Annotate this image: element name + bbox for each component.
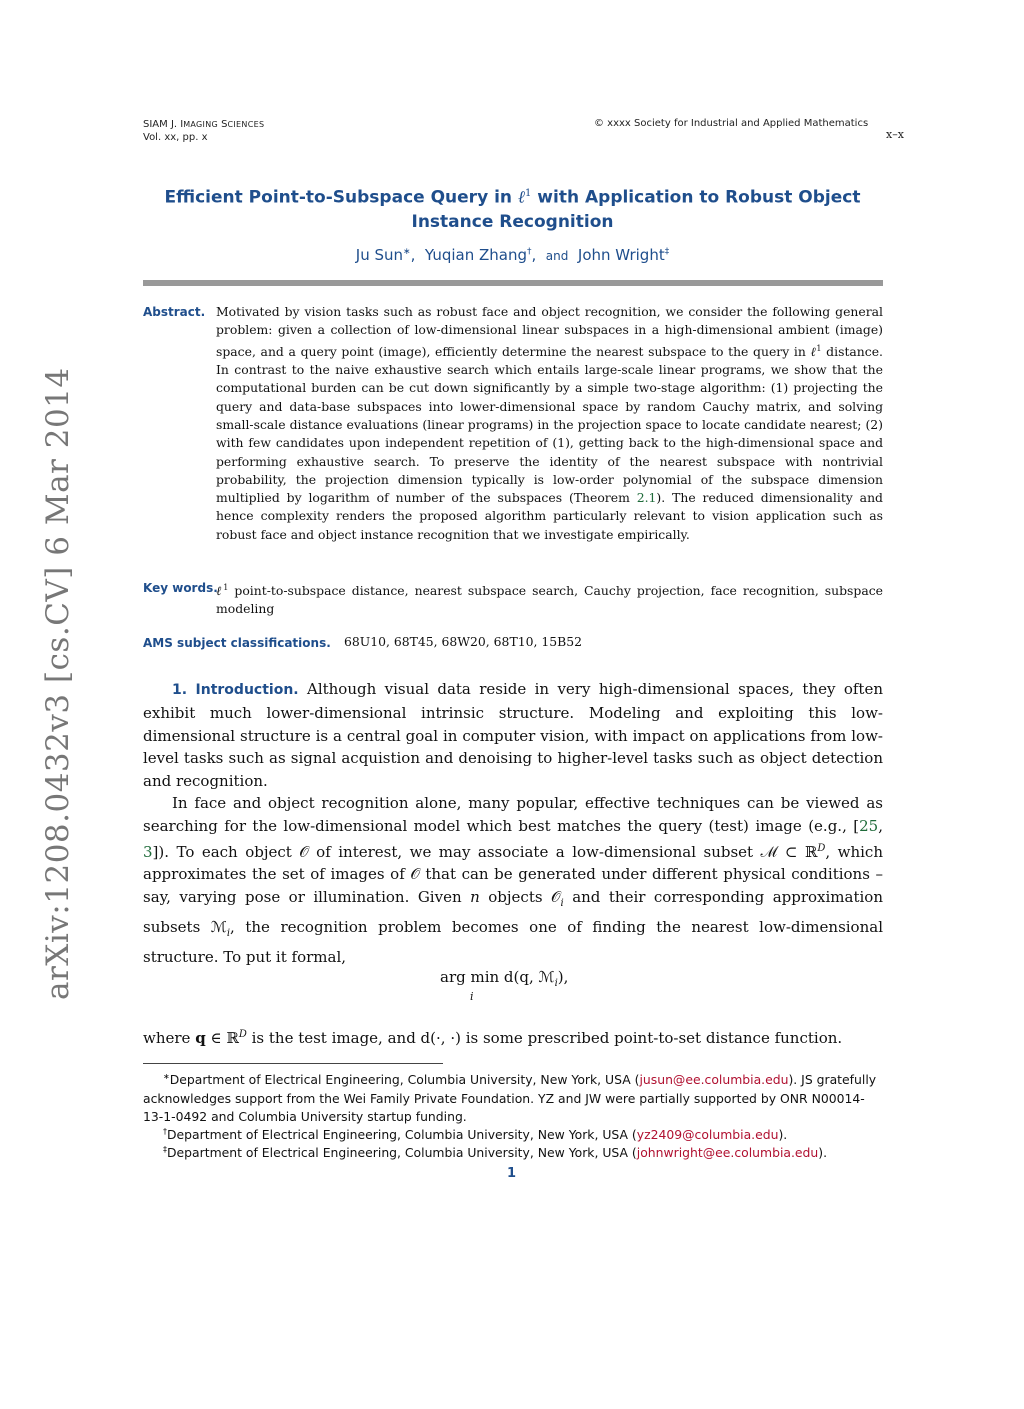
citation-link[interactable]: 3 [143,842,153,861]
journal-header [143,118,264,144]
footnote-3: ‡Department of Electrical Engineering, Columbia University, New York, USA (johnwright@ee.columbia.edu). [163,1145,828,1161]
theorem-link[interactable]: 2.1 [636,490,657,506]
intro-paragraph-3: where q ∈ ℝ$^D$ is the test image, and d(·, ·) is some prescribed point-to-set distance function. [143,1029,843,1047]
equation-subscript: i [470,990,474,1003]
arxiv-identifier-stamp: arXiv:1208.0432v3 [cs.CV] 6 Mar 2014 [40,367,76,1000]
email-link[interactable]: jusun@ee.columbia.edu [639,1072,789,1088]
page-number: 1 [507,1166,517,1181]
ams-codes: 68U10, 68T45, 68W20, 68T10, 15B52 [344,634,582,649]
abstract-label: Abstract. [143,305,206,319]
paper-title: Efficient Point-to-Subspace Query in ℓ$^1$ with Application to Robust Object Instance Recognition [164,187,861,232]
section-heading: 1. Introduction. [172,682,299,698]
intro-paragraph-2: In face and object recognition alone, many popular, effective techniques can be viewed as searching for the low-dimensional model which best matches the query (test) image (e.g., [25, 3]). To each object 𝒪 of interest, we may associate a low-dimensional subset ℳ ⊂ ℝ$^D$, which approximates the set of images of 𝒪 that can be generated under different physical conditions – say, varying pose or illumination. Given n objects 𝒪$_i$ and their corresponding approximation subsets ℳ$_i$, the recognition problem becomes one of finding the nearest low-dimensional structure. To put it formal, [143,794,883,966]
footnote-2: †Department of Electrical Engineering, Columbia University, New York, USA (yz2409@columbia.edu). [163,1127,788,1143]
author-name: Ju Sun [355,246,404,264]
ams-label: AMS subject classifications. [143,636,331,650]
journal-name: SIAM J. IMAGING SCIENCES [143,119,265,130]
keywords-text: ℓ$^1$ point-to-subspace distance, nearest subspace search, Cauchy projection, face recognition, subspace modeling [216,583,884,617]
author-list: Ju Sun∗, Yuqian Zhang†, and John Wright‡ [355,246,670,264]
title-divider [143,280,883,286]
copyright-notice: © xxxx Society for Industrial and Applied Mathematics [594,118,869,129]
email-link[interactable]: johnwright@ee.columbia.edu [636,1145,819,1161]
abstract-text: Motivated by vision tasks such as robust face and object recognition, we consider the following general problem: given a collection of low-dimensional linear subspaces in a high-dimensional ambient (image) space, and a query point (image), efficiently determine the nearest subspace to the query in ℓ$^1$ distance. In contrast to the naive exhaustive search which entails large-scale linear programs, we show that the computational burden can be cut down significantly by a simple two-stage algorithm: (1) projecting the query and data-base subspaces into lower-dimensional space by random Cauchy matrix, and solving small-scale distance evaluations (linear programs) in the projection space to locate candidate nearest; (2) with few candidates upon independent repetition of (1), getting back to the high-dimensional space and performing exhaustive search. To preserve the identity of the nearest subspace with nontrivial probability, the projection dimension typically is low-order polynomial of the subspace dimension multiplied by logarithm of number of the subspaces (Theorem 2.1). The reduced dimensionality and hence complexity renders the proposed algorithm particularly relevant to vision application such as robust face and object instance recognition that we investigate empirically. [216,304,883,542]
journal-volume: Vol. xx, pp. x [143,132,208,143]
footnote-1: ∗Department of Electrical Engineering, Columbia University, New York, USA (jusun@ee.columbia.edu). JS gratefully acknowledges support from the Wei Family Private Foundation. YZ and JW were partially supported by ONR N00014-13-1-0492 and Columbia University startup funding. [143,1072,877,1125]
keywords-label: Key words. [143,581,218,595]
citation-link[interactable]: 25 [859,816,879,835]
page-range: x–x [886,128,904,141]
footnote-divider [143,1063,443,1064]
author-name: Yuqian Zhang [424,246,527,264]
author-name: John Wright [577,246,665,264]
email-link[interactable]: yz2409@columbia.edu [636,1127,779,1143]
display-equation: arg min d(q, ℳ$_i$), [440,968,569,989]
intro-paragraph-1: 1. Introduction. Although visual data reside in very high-dimensional spaces, they often exhibit much lower-dimensional intrinsic structure. Modeling and exploiting this low-dimensional structure is a central goal in computer vision, with impact on applications from low-level tasks such as signal acquistion and denoising to higher-level tasks such as object detection and recognition. [143,680,883,791]
